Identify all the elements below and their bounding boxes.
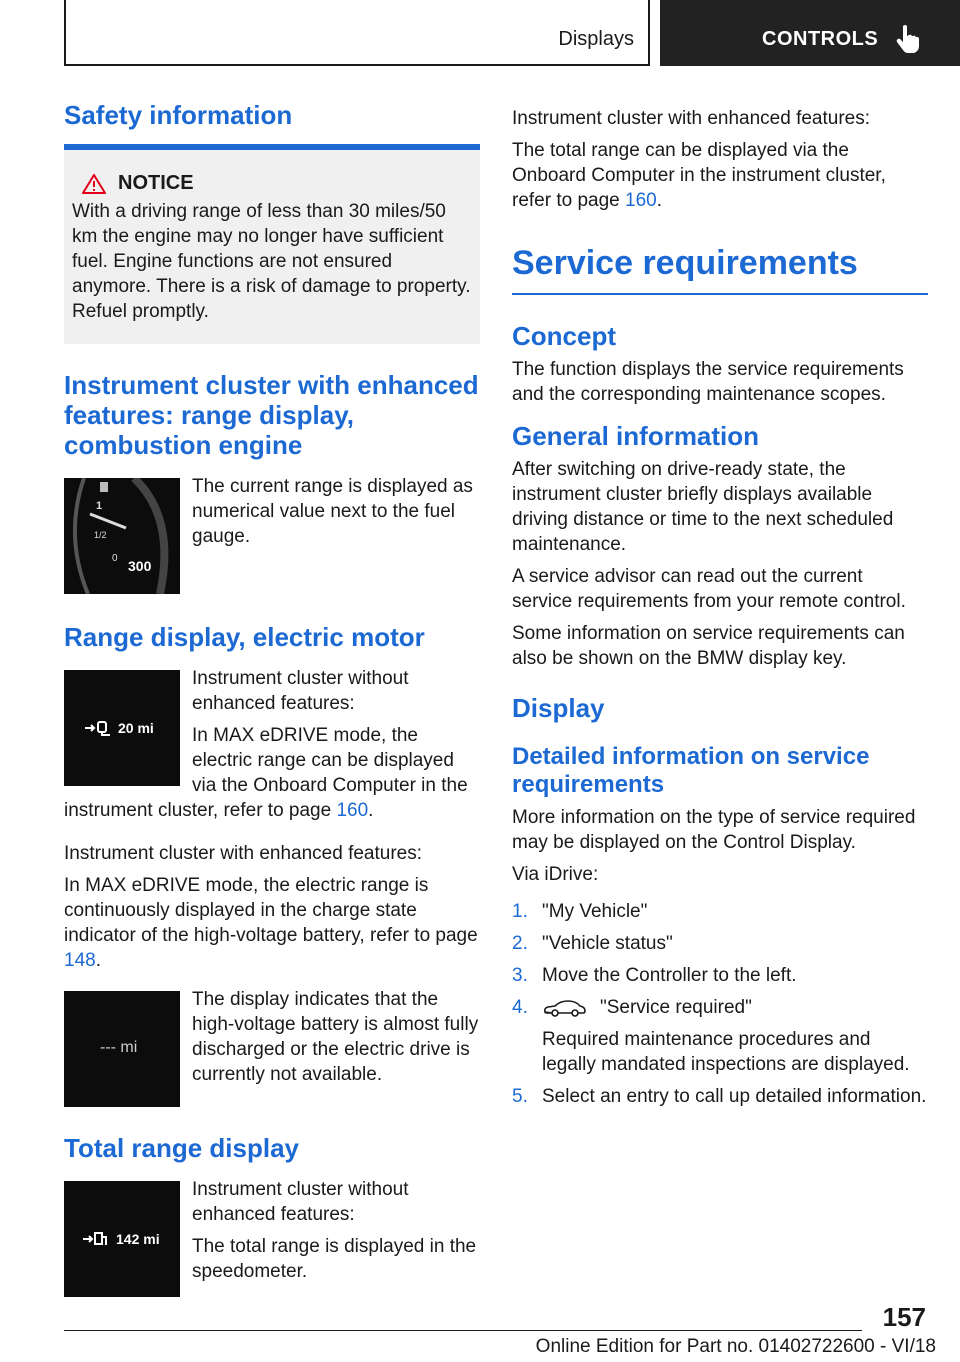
list-item bbox=[512, 899, 928, 924]
general-p2: A service advisor can read out the current service requirements from your remote control. bbox=[512, 566, 906, 612]
detail-text: More information on the type of service required may be displayed on the Control Display. bbox=[512, 807, 916, 853]
electric-p2-text: In MAX eDRIVE mode, the electric range can be displayed via the Onboard Computer in the instrument cluster, refer to page bbox=[64, 725, 468, 821]
service-divider bbox=[512, 293, 928, 295]
electric-range-title: Range display, electric motor bbox=[64, 622, 425, 652]
safety-title: Safety information bbox=[64, 100, 293, 130]
list-item bbox=[512, 931, 928, 956]
gauge-label-300: 300 bbox=[128, 558, 152, 574]
general-title: General information bbox=[512, 421, 760, 451]
ice-range-text: The current range is displayed as numerical value next to the fuel gauge. bbox=[192, 476, 473, 547]
page-link-148[interactable]: 148 bbox=[64, 950, 96, 971]
ice-range-block bbox=[64, 474, 480, 602]
header-section-label: Displays bbox=[558, 28, 634, 50]
general-p3: Some information on service requirements can also be shown on the BMW display key. bbox=[512, 623, 905, 669]
step-text: "My Vehicle" bbox=[542, 901, 648, 922]
steps-list bbox=[512, 899, 928, 1109]
header-section-tab bbox=[64, 0, 650, 66]
electric-range-block bbox=[64, 666, 480, 823]
edition-text: Online Edition for Part no. 01402722600 - VI/18 bbox=[535, 1336, 936, 1357]
list-item bbox=[512, 1084, 928, 1109]
page-link-160-right[interactable]: 160 bbox=[625, 190, 657, 211]
electric-p4-text: In MAX eDRIVE mode, the electric range is continuously displayed in the charge state indicator of the high-voltage battery, refer to page bbox=[64, 875, 478, 946]
dash-range-text: The display indicates that the high-voltage battery is almost fully discharged or the electric drive is currently not available. bbox=[192, 989, 479, 1085]
fuel-gauge-drawing bbox=[64, 478, 180, 594]
total-p1: Instrument cluster without enhanced features: bbox=[192, 1179, 409, 1225]
dash-range-value: --- mi bbox=[100, 1039, 138, 1056]
right-p2 bbox=[512, 138, 928, 213]
total-range-value: 142 mi bbox=[116, 1231, 160, 1247]
notice-box bbox=[64, 150, 480, 344]
dash-range-image bbox=[64, 991, 180, 1107]
page-link-160[interactable]: 160 bbox=[336, 800, 369, 821]
total-p2: The total range is displayed in the speedometer. bbox=[192, 1236, 477, 1282]
electric-p4-end: . bbox=[95, 950, 101, 971]
general-p1: After switching on drive-ready state, the instrument cluster briefly displays available driving distance or time to the next scheduled maintenance. bbox=[512, 459, 894, 555]
left-column bbox=[64, 100, 480, 1305]
plug-arrow-icon bbox=[84, 720, 112, 736]
fuel-gauge-image bbox=[64, 478, 180, 594]
step-text: "Service required" bbox=[600, 997, 752, 1018]
electric-p3: Instrument cluster with enhanced features: bbox=[64, 843, 423, 864]
electric-p2-end: . bbox=[368, 800, 374, 821]
step-text: "Vehicle status" bbox=[542, 933, 673, 954]
service-title: Service requirements bbox=[512, 244, 858, 282]
step-number: 3. bbox=[512, 965, 528, 986]
notice-text: With a driving range of less than 30 miles/50 km the engine may no longer have sufficient fuel. Engine functions are not ensured anymore. There is a risk of damage to property. Refuel promptly. bbox=[72, 201, 471, 322]
right-column bbox=[512, 106, 928, 1116]
step-number: 4. bbox=[512, 997, 528, 1018]
step-number: 2. bbox=[512, 933, 528, 954]
header-chapter-label: CONTROLS bbox=[762, 28, 879, 50]
step-line bbox=[542, 995, 928, 1020]
dash-range-block bbox=[64, 987, 480, 1115]
step-text: Select an entry to call up detailed information. bbox=[542, 1086, 927, 1107]
list-item bbox=[512, 995, 928, 1077]
concept-text: The function displays the service requirements and the corresponding maintenance scopes. bbox=[512, 359, 904, 405]
concept-title: Concept bbox=[512, 321, 616, 351]
display-title: Display bbox=[512, 693, 605, 723]
total-range-title: Total range display bbox=[64, 1133, 300, 1163]
ice-range-title: Instrument cluster with enhanced features: range display, combustion engine bbox=[64, 370, 479, 460]
step-subtext: Required maintenance procedures and legally mandated inspections are displayed. bbox=[542, 1029, 910, 1075]
detail-title: Detailed information on service requirements bbox=[512, 743, 870, 798]
fuel-plug-icon bbox=[82, 1231, 110, 1247]
list-item bbox=[512, 963, 928, 988]
notice-label: NOTICE bbox=[118, 172, 194, 194]
header-chapter-tab bbox=[660, 0, 960, 66]
step-body bbox=[542, 995, 928, 1077]
right-p2-text: The total range can be displayed via the Onboard Computer in the instrument cluster, refer to page bbox=[512, 140, 886, 211]
footer-divider bbox=[64, 1330, 862, 1331]
warning-triangle-icon bbox=[82, 174, 106, 194]
electric-range-image bbox=[64, 670, 180, 786]
right-p1: Instrument cluster with enhanced features: bbox=[512, 108, 871, 129]
right-p2-end: . bbox=[656, 190, 663, 211]
step-text: Move the Controller to the left. bbox=[542, 965, 797, 986]
via-idrive: Via iDrive: bbox=[512, 864, 599, 885]
hand-pointer-icon bbox=[896, 24, 920, 54]
total-range-image bbox=[64, 1181, 180, 1297]
gauge-label-0: 0 bbox=[112, 553, 118, 564]
electric-p1: Instrument cluster without enhanced features: bbox=[192, 668, 409, 714]
car-service-icon bbox=[542, 999, 588, 1017]
gauge-label-1: 1 bbox=[96, 500, 103, 512]
page-number: 157 bbox=[882, 1302, 926, 1332]
gauge-label-half: 1/2 bbox=[94, 530, 107, 540]
total-range-block bbox=[64, 1177, 480, 1305]
electric-range-value: 20 mi bbox=[118, 720, 154, 736]
electric-p4 bbox=[64, 873, 480, 973]
notice-header bbox=[82, 172, 472, 195]
step-number: 1. bbox=[512, 901, 528, 922]
step-number: 5. bbox=[512, 1086, 528, 1107]
